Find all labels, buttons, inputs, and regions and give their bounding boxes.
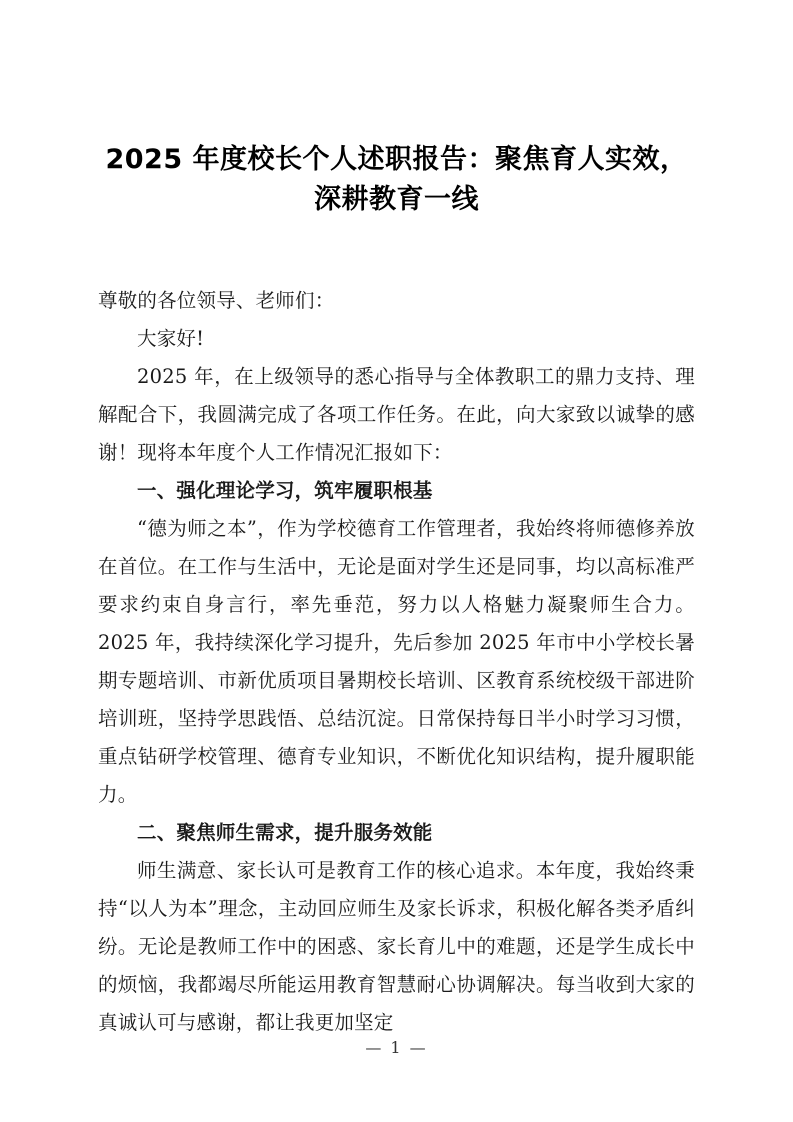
greeting-line: 大家好! bbox=[137, 327, 205, 350]
section-body-2: 师生满意、家长认可是教育工作的核心追求。本年度，我始终秉持“以人为本”理念，主动回应师生及家长诉求，积极化解各类矛盾纠纷。无论是教师工作中的困惑、家长育儿中的难题，还是学生成长中的烦恼，我都竭尽所能运用教育智慧耐心协调解决。每当收到大家的真诚认可与感谢，都让我更加坚定 bbox=[98, 859, 695, 1034]
salutation-line: 尊敬的各位领导、老师们： bbox=[98, 289, 335, 312]
section-heading-1: 一、强化理论学习，筑牢履职根基 bbox=[137, 479, 433, 502]
document-body bbox=[98, 140, 695, 1042]
intro-paragraph: 2025 年，在上级领导的悉心指导与全体教职工的鼎力支持、理解配合下，我圆满完成了各项工作任务。在此，向大家致以诚挚的感谢！现将本年度个人工作情况汇报如下： bbox=[98, 365, 695, 464]
page-number-footer: — 1 — bbox=[365, 1038, 428, 1057]
page-title: 2025 年度校长个人述职报告：聚焦育人实效，深耕教育一线 bbox=[105, 144, 688, 215]
section-heading-2: 二、聚焦师生需求，提升服务效能 bbox=[137, 821, 433, 844]
section-body-1: “德为师之本”，作为学校德育工作管理者，我始终将师德修养放在首位。在工作与生活中，无论是面对学生还是同事，均以高标准严要求约束自身言行，率先垂范，努力以人格魅力凝聚师生合力。2025 年，我持续深化学习提升，先后参加 2025 年市中小学校长暑期专题培训、市新优质项目暑期校长培训、区教育系统校级干部进阶培训班，坚持学思践悟、总结沉淀。日常保持每日半小时学习习惯，重点钻研学校管理、德育专业知识，不断优化知识结构，提升履职能力。 bbox=[98, 517, 695, 806]
